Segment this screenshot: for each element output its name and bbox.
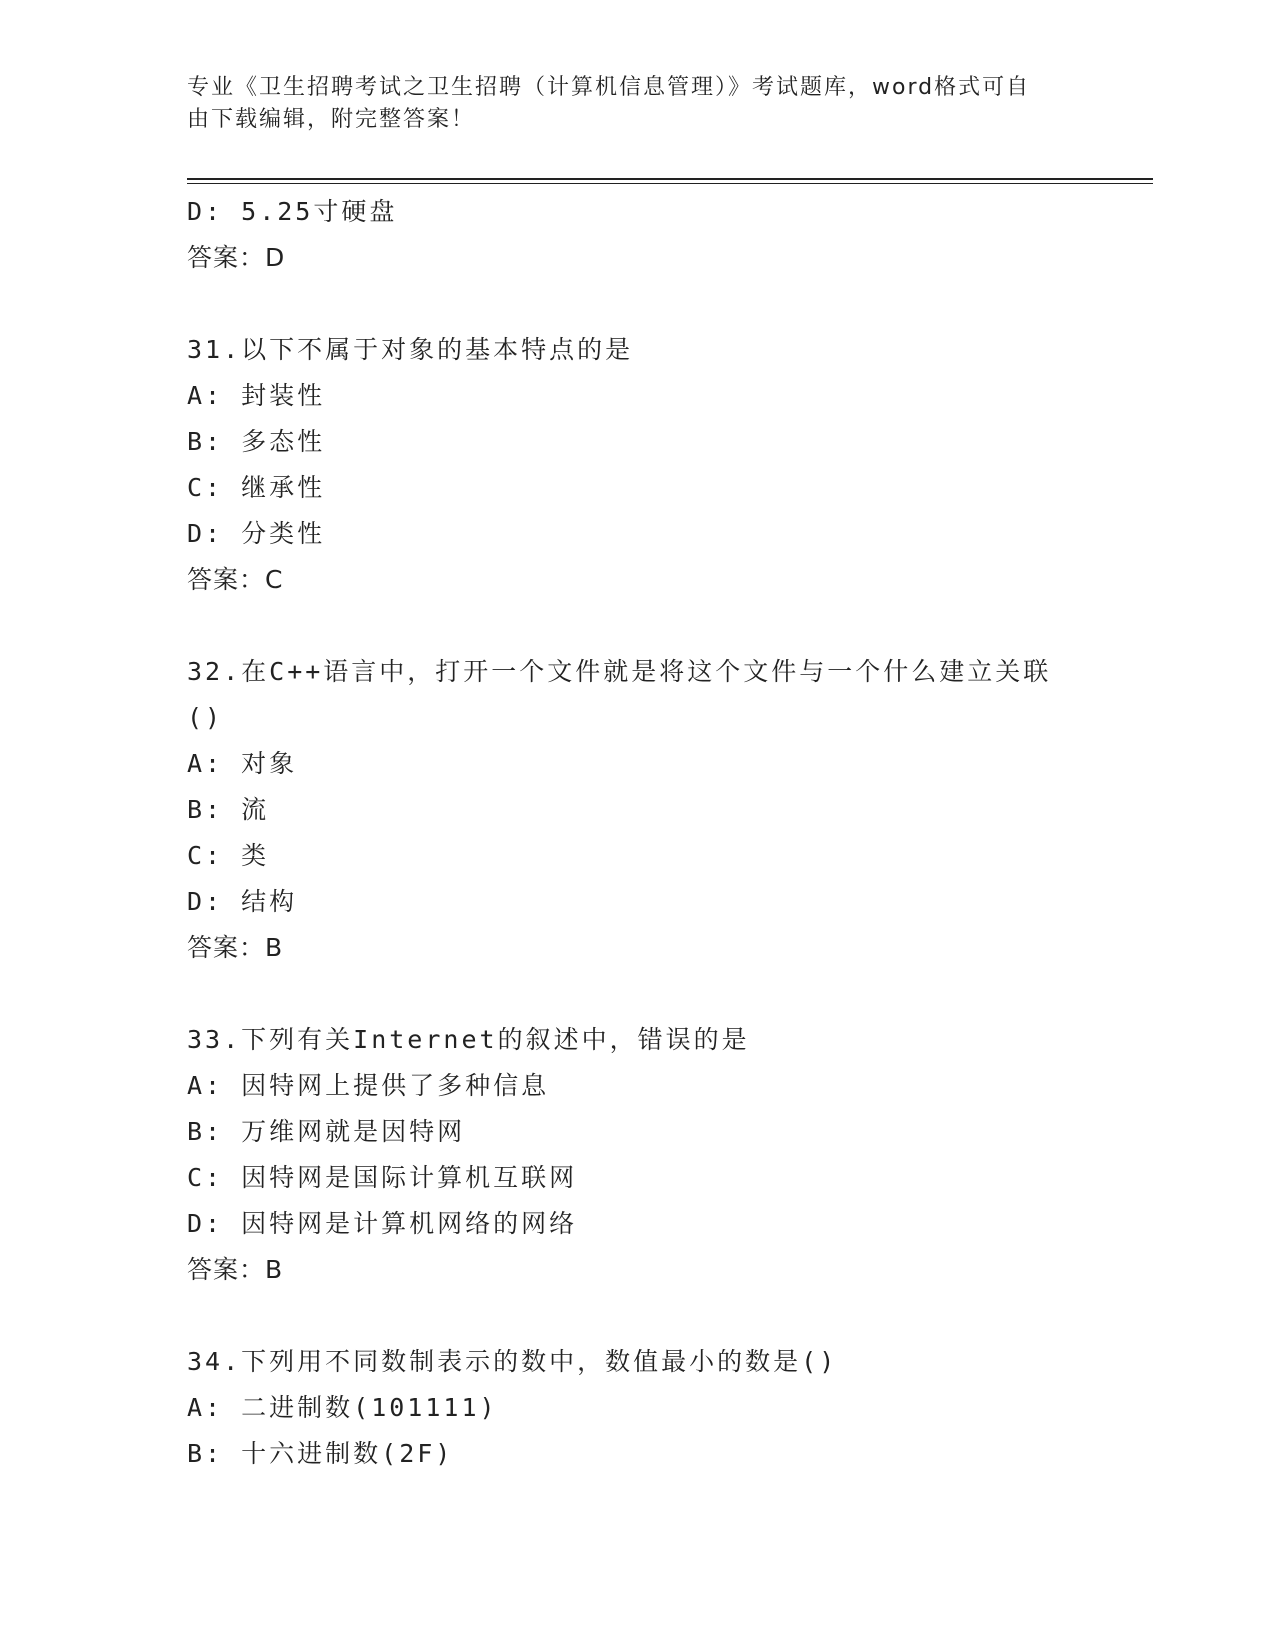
question-list <box>187 189 1087 1477</box>
spacer <box>187 281 1087 327</box>
option-a: A: 二进制数(101111) <box>187 1393 498 1422</box>
option-d: D: 因特网是计算机网络的网络 <box>187 1209 578 1238</box>
question-text-line-2: () <box>187 703 224 732</box>
answer-line: 答案：C <box>187 565 284 594</box>
question-text: 34.下列用不同数制表示的数中，数值最小的数是() <box>187 1347 838 1376</box>
option-d: D: 5.25寸硬盘 <box>187 197 398 226</box>
option-b: B: 十六进制数(2F) <box>187 1439 454 1468</box>
option-a: A: 因特网上提供了多种信息 <box>187 1071 550 1100</box>
header-rule-thick <box>187 178 1153 180</box>
option-b: B: 万维网就是因特网 <box>187 1117 466 1146</box>
answer-line: 答案：D <box>187 243 286 272</box>
question-text: 33.下列有关Internet的叙述中，错误的是 <box>187 1025 750 1054</box>
header-rule-thin <box>187 183 1153 184</box>
header-line-2: 由下载编辑，附完整答案！ <box>187 107 476 132</box>
question-text: 31.以下不属于对象的基本特点的是 <box>187 335 634 364</box>
option-a: A: 封装性 <box>187 381 326 410</box>
answer-line: 答案：B <box>187 1255 284 1284</box>
option-d: D: 分类性 <box>187 519 326 548</box>
option-b: B: 多态性 <box>187 427 326 456</box>
document-header <box>187 72 1067 136</box>
question-block-31 <box>187 327 1087 603</box>
header-line-1: 专业《卫生招聘考试之卫生招聘（计算机信息管理）》考试题库，word格式可自 <box>187 75 1031 100</box>
question-text-line-1: 32.在C++语言中，打开一个文件就是将这个文件与一个什么建立关联 <box>187 657 1052 686</box>
option-a: A: 对象 <box>187 749 298 778</box>
option-c: C: 继承性 <box>187 473 326 502</box>
question-block-34 <box>187 1339 1087 1477</box>
answer-line: 答案：B <box>187 933 284 962</box>
question-block-32 <box>187 649 1087 971</box>
question-block-33 <box>187 1017 1087 1293</box>
option-d: D: 结构 <box>187 887 298 916</box>
spacer <box>187 971 1087 1017</box>
option-b: B: 流 <box>187 795 270 824</box>
spacer <box>187 603 1087 649</box>
option-c: C: 因特网是国际计算机互联网 <box>187 1163 578 1192</box>
spacer <box>187 1293 1087 1339</box>
option-c: C: 类 <box>187 841 270 870</box>
